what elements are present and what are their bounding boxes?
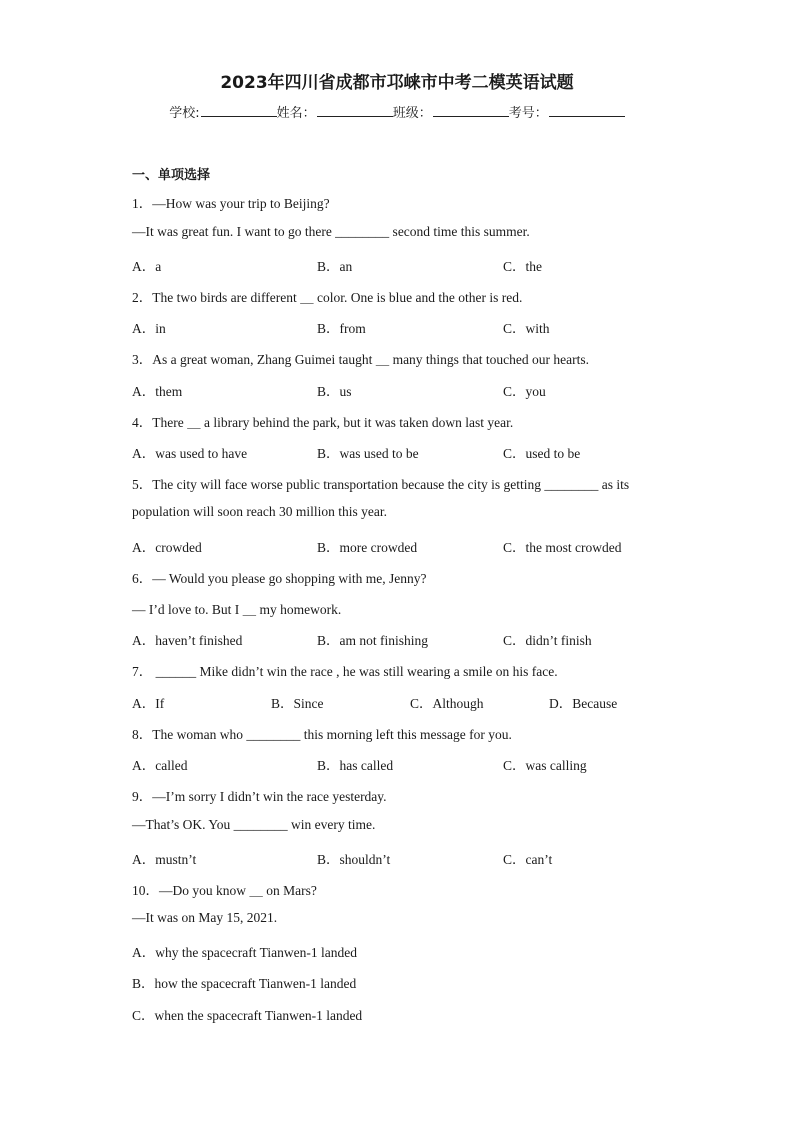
question-2-option-b[interactable]: B．from	[317, 321, 366, 336]
question-4-stem: 4．There ＿ a library behind the park, but it was taken down last year.	[132, 415, 514, 430]
question-8-option-a[interactable]: A．called	[132, 758, 188, 773]
question-10-option-b[interactable]: B．how the spacecraft Tianwen-1 landed	[132, 976, 357, 991]
question-6-option-b[interactable]: B．am not finishing	[317, 633, 428, 648]
question-3-stem: 3．As a great woman, Zhang Guimei taught ＿ many things that touched our hearts.	[132, 352, 590, 367]
question-10-option-c[interactable]: C．when the spacecraft Tianwen-1 landed	[132, 1008, 363, 1023]
question-4-option-c[interactable]: C．used to be	[503, 446, 581, 461]
question-5-option-b[interactable]: B．more crowded	[317, 540, 418, 555]
question-4-option-b[interactable]: B．was used to be	[317, 446, 419, 461]
question-4-option-a[interactable]: A．was used to have	[132, 446, 248, 461]
question-2-option-a[interactable]: A．in	[132, 321, 166, 336]
question-2-stem: 2．The two birds are different ＿ color. One is blue and the other is red.	[132, 290, 523, 305]
question-7-option-d[interactable]: D．Because	[549, 696, 618, 711]
student-info-line	[0, 102, 794, 121]
question-8-stem: 8．The woman who ________ this morning left this message for you.	[132, 727, 512, 742]
question-10-option-a[interactable]: A．why the spacecraft Tianwen-1 landed	[132, 945, 357, 960]
class-field: 班级：	[393, 102, 509, 121]
question-10-stem: 10．—Do you know ＿ on Mars?	[132, 883, 317, 898]
question-6-stem-2: — I’d love to. But I ＿ my homework.	[132, 602, 342, 617]
question-9-option-b[interactable]: B．shouldn’t	[317, 852, 391, 867]
question-6-stem: 6．— Would you please go shopping with me, Jenny?	[132, 571, 427, 586]
question-10-stem-2: —It was on May 15, 2021.	[132, 910, 278, 925]
name-blank[interactable]	[317, 104, 393, 117]
question-9-option-a[interactable]: A．mustn’t	[132, 852, 197, 867]
question-3-option-a[interactable]: A．them	[132, 384, 183, 399]
question-1-option-a[interactable]: A．a	[132, 259, 162, 274]
question-8-option-c[interactable]: C．was calling	[503, 758, 587, 773]
question-9-option-c[interactable]: C．can’t	[503, 852, 553, 867]
question-3-option-b[interactable]: B．us	[317, 384, 352, 399]
question-5-option-a[interactable]: A．crowded	[132, 540, 202, 555]
question-5-stem: 5．The city will face worse public transportation because the city is getting ________ as its	[132, 477, 630, 492]
question-2-option-c[interactable]: C．with	[503, 321, 550, 336]
question-7-option-b[interactable]: B．Since	[271, 696, 324, 711]
question-7-stem: 7． ______ Mike didn’t win the race , he was still wearing a smile on his face.	[132, 664, 558, 679]
section-title: 一、单项选择	[132, 168, 211, 183]
exam-number-field: 考号：	[509, 102, 625, 121]
question-1-stem: 1．—How was your trip to Beijing?	[132, 196, 330, 211]
question-1-option-b[interactable]: B．an	[317, 259, 353, 274]
question-3-option-c[interactable]: C．you	[503, 384, 546, 399]
school-blank[interactable]	[201, 104, 277, 117]
class-blank[interactable]	[433, 104, 509, 117]
question-8-option-b[interactable]: B．has called	[317, 758, 394, 773]
school-field: 学校:	[169, 102, 276, 121]
question-6-option-a[interactable]: A．haven’t finished	[132, 633, 243, 648]
question-1-option-c[interactable]: C．the	[503, 259, 542, 274]
question-9-stem-2: —That’s OK. You ________ win every time.	[132, 817, 376, 832]
question-7-option-a[interactable]: A．If	[132, 696, 165, 711]
question-6-option-c[interactable]: C．didn’t finish	[503, 633, 592, 648]
question-5-stem-2: population will soon reach 30 million this year.	[132, 504, 387, 519]
question-5-option-c[interactable]: C．the most crowded	[503, 540, 622, 555]
question-1-stem-2: —It was great fun. I want to go there ________ second time this summer.	[132, 224, 530, 239]
exam-number-blank[interactable]	[549, 104, 625, 117]
name-field: 姓名：	[277, 102, 393, 121]
page-title: 2023年四川省成都市邛崃市中考二模英语试题	[220, 73, 574, 93]
question-9-stem: 9．—I’m sorry I didn’t win the race yesterday.	[132, 789, 387, 804]
question-7-option-c[interactable]: C．Although	[410, 696, 484, 711]
